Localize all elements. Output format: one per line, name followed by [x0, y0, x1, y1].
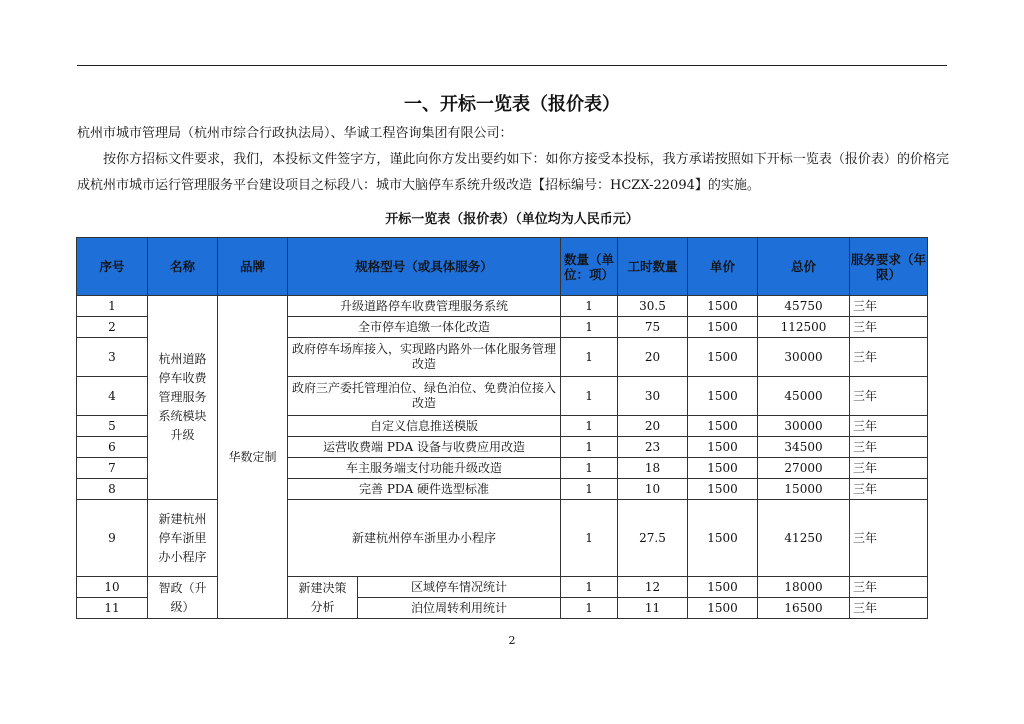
- header-unit-price: 单价: [688, 238, 758, 296]
- cell-qty: 1: [561, 317, 618, 338]
- header-hours: 工时数量: [618, 238, 688, 296]
- page-title: 一、开标一览表（报价表）: [404, 94, 620, 115]
- group-name-2: 新建杭州停车浙里办小程序: [148, 500, 218, 577]
- cell-hours: 12: [618, 577, 688, 598]
- cell-unit-price: 1500: [688, 458, 758, 479]
- cell-qty: 1: [561, 416, 618, 437]
- header-brand: 品牌: [218, 238, 288, 296]
- cell-qty: 1: [561, 296, 618, 317]
- cell-hours: 75: [618, 317, 688, 338]
- cell-unit-price: 1500: [688, 296, 758, 317]
- cell-spec: 车主服务端支付功能升级改造: [288, 458, 561, 479]
- cell-seq: 1: [77, 296, 148, 317]
- cell-hours: 30: [618, 377, 688, 416]
- cell-qty: 1: [561, 458, 618, 479]
- cell-spec: 运营收费端 PDA 设备与收费应用改造: [288, 437, 561, 458]
- cell-total: 30000: [758, 338, 850, 377]
- cell-total: 45000: [758, 377, 850, 416]
- cell-service: 三年: [850, 500, 928, 577]
- page-number: 2: [508, 634, 516, 647]
- brand-cell: 华数定制: [218, 296, 288, 619]
- cell-seq: 8: [77, 479, 148, 500]
- table-row: [77, 577, 928, 598]
- cell-spec: 泊位周转利用统计: [358, 598, 561, 619]
- header-total: 总价: [758, 238, 850, 296]
- cell-service: 三年: [850, 377, 928, 416]
- cell-unit-price: 1500: [688, 338, 758, 377]
- cell-spec: 政府停车场库接入，实现路内路外一体化服务管理改造: [288, 338, 561, 377]
- cell-total: 34500: [758, 437, 850, 458]
- header-row: [77, 238, 928, 296]
- header-spec: 规格型号（或具体服务）: [288, 238, 561, 296]
- cell-qty: 1: [561, 437, 618, 458]
- cell-hours: 20: [618, 338, 688, 377]
- cell-unit-price: 1500: [688, 317, 758, 338]
- cell-total: 45750: [758, 296, 850, 317]
- cell-spec: 区域停车情况统计: [358, 577, 561, 598]
- cell-qty: 1: [561, 338, 618, 377]
- cell-unit-price: 1500: [688, 377, 758, 416]
- cell-total: 15000: [758, 479, 850, 500]
- cell-seq: 5: [77, 416, 148, 437]
- cell-seq: 9: [77, 500, 148, 577]
- cell-hours: 27.5: [618, 500, 688, 577]
- cell-unit-price: 1500: [688, 479, 758, 500]
- cell-seq: 10: [77, 577, 148, 598]
- table-row: [77, 296, 928, 317]
- cell-qty: 1: [561, 500, 618, 577]
- cell-qty: 1: [561, 577, 618, 598]
- cell-service: 三年: [850, 437, 928, 458]
- cell-spec: 新建杭州停车浙里办小程序: [288, 500, 561, 577]
- cell-unit-price: 1500: [688, 416, 758, 437]
- cell-spec: 升级道路停车收费管理服务系统: [288, 296, 561, 317]
- cell-seq: 2: [77, 317, 148, 338]
- table-caption: 开标一览表（报价表）（单位均为人民币元）: [385, 212, 639, 227]
- cell-unit-price: 1500: [688, 437, 758, 458]
- cell-service: 三年: [850, 458, 928, 479]
- cell-qty: 1: [561, 479, 618, 500]
- cell-seq: 6: [77, 437, 148, 458]
- cell-unit-price: 1500: [688, 500, 758, 577]
- cell-total: 41250: [758, 500, 850, 577]
- group-name-1: 杭州道路停车收费管理服务系统模块升级: [148, 296, 218, 500]
- cell-qty: 1: [561, 377, 618, 416]
- cell-total: 16500: [758, 598, 850, 619]
- body-paragraph: 按你方招标文件要求，我们，本投标文件签字方，谨此向你方发出要约如下：如你方接受本投标，我方承诺按照如下开标一览表（报价表）的价格完成杭州市城市运行管理服务平台建设项目之标段八：城市大脑停车系统升级改造【招标编号：HCZX-22094】的实施。: [77, 152, 949, 193]
- cell-spec: 全市停车追缴一体化改造: [288, 317, 561, 338]
- cell-total: 30000: [758, 416, 850, 437]
- cell-service: 三年: [850, 338, 928, 377]
- group-name-3: 智政（升级）: [148, 577, 218, 619]
- cell-hours: 18: [618, 458, 688, 479]
- cell-seq: 3: [77, 338, 148, 377]
- cell-service: 三年: [850, 416, 928, 437]
- header-name: 名称: [148, 238, 218, 296]
- cell-qty: 1: [561, 598, 618, 619]
- cell-service: 三年: [850, 598, 928, 619]
- cell-spec: 政府三产委托管理泊位、绿色泊位、免费泊位接入改造: [288, 377, 561, 416]
- cell-seq: 7: [77, 458, 148, 479]
- cell-total: 112500: [758, 317, 850, 338]
- cell-spec: 完善 PDA 硬件选型标准: [288, 479, 561, 500]
- cell-service: 三年: [850, 479, 928, 500]
- cell-hours: 20: [618, 416, 688, 437]
- addressee-line: 杭州市城市管理局（杭州市综合行政执法局）、华诚工程咨询集团有限公司：: [77, 126, 513, 141]
- cell-service: 三年: [850, 296, 928, 317]
- bid-price-table: [76, 237, 928, 619]
- cell-seq: 4: [77, 377, 148, 416]
- cell-service: 三年: [850, 577, 928, 598]
- cell-total: 18000: [758, 577, 850, 598]
- cell-service: 三年: [850, 317, 928, 338]
- cell-hours: 10: [618, 479, 688, 500]
- cell-hours: 11: [618, 598, 688, 619]
- cell-hours: 30.5: [618, 296, 688, 317]
- header-seq: 序号: [77, 238, 148, 296]
- cell-unit-price: 1500: [688, 598, 758, 619]
- cell-unit-price: 1500: [688, 577, 758, 598]
- table-row: [77, 500, 928, 577]
- cell-spec: 自定义信息推送模版: [288, 416, 561, 437]
- cell-hours: 23: [618, 437, 688, 458]
- subgroup-name: 新建决策分析: [288, 577, 358, 619]
- header-rule: [77, 65, 947, 66]
- header-service: 服务要求（年限）: [850, 238, 928, 296]
- header-qty: 数量（单位：项）: [561, 238, 618, 296]
- cell-total: 27000: [758, 458, 850, 479]
- cell-seq: 11: [77, 598, 148, 619]
